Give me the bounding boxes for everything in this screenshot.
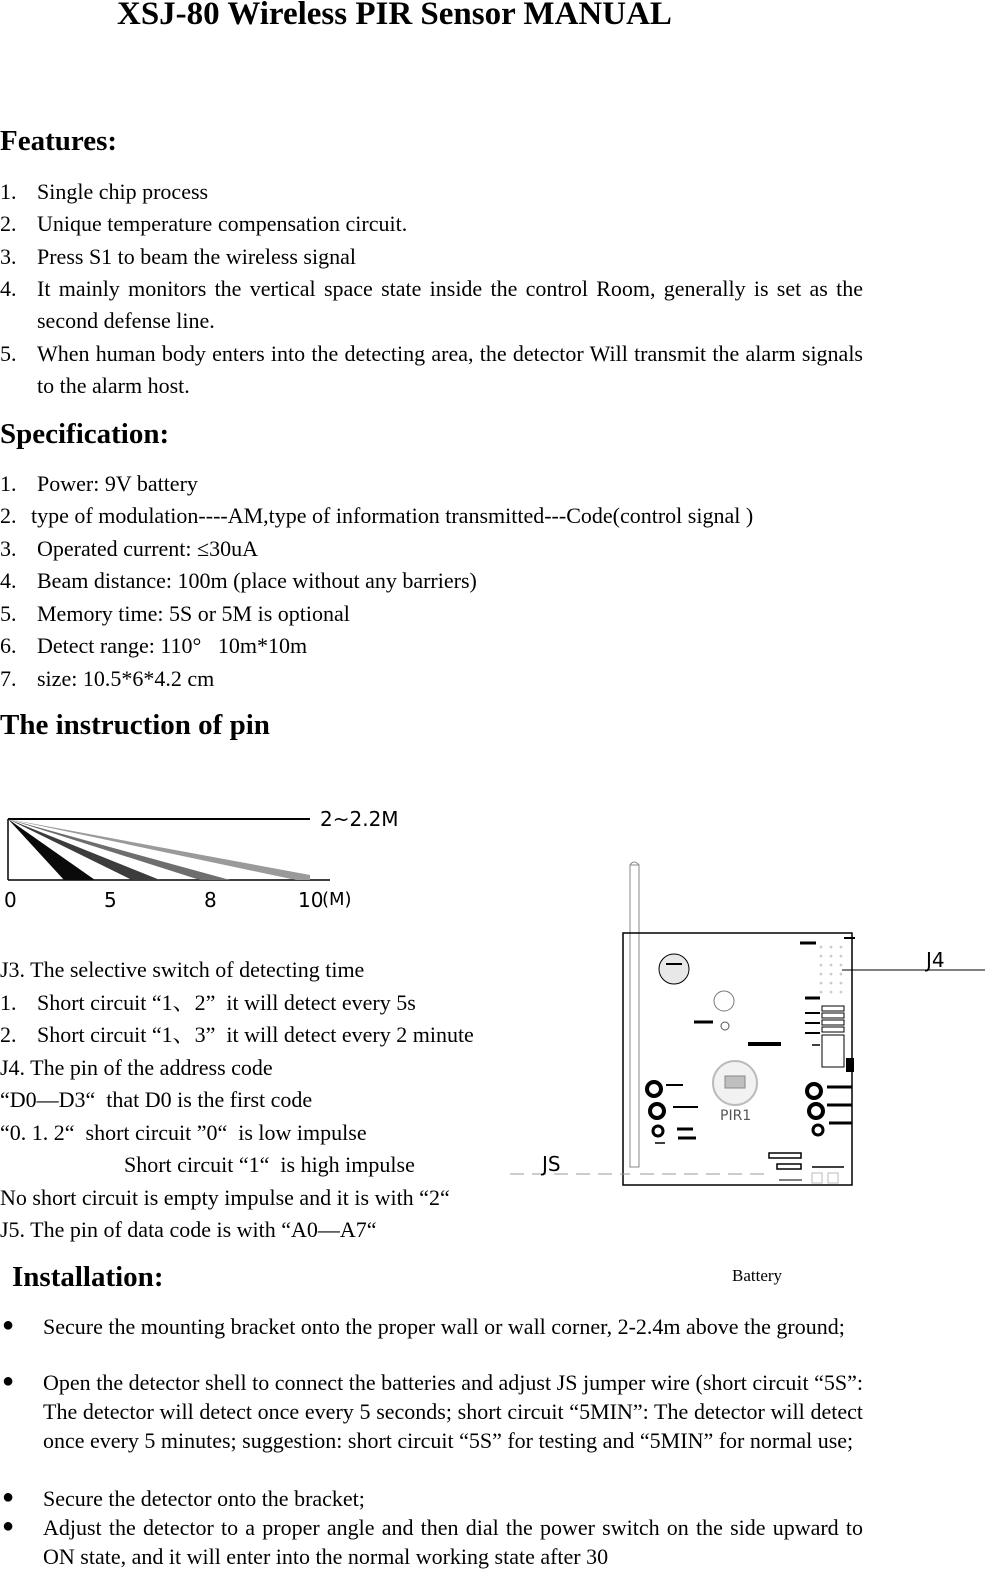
tick-label-8: 8 (204, 888, 217, 912)
bullet-icon: ● (2, 1486, 15, 1508)
j4-line-1: “D0—D3“ that D0 is the first code (0, 1087, 313, 1112)
bullet-icon: ● (2, 1515, 15, 1537)
tick-label-0: 0 (4, 888, 17, 912)
installation-step-4: Adjust the detector to a proper angle and then dial the power switch on the side upward to ON state, and it will enter into the normal working state after 30 (43, 1515, 863, 1569)
feature-item-5-number: 5. (0, 341, 17, 366)
j4-line-3: Short circuit “1“ is high impulse (124, 1152, 415, 1177)
board-outline (623, 933, 852, 1185)
spec-item-7: 7. size: 10.5*6*4.2 cm (0, 666, 215, 691)
installation-heading: Installation: (12, 1261, 164, 1293)
j3-item-1: 1. Short circuit “1、2” it will detect every 5s (0, 990, 416, 1015)
circuit-board-diagram (500, 855, 988, 1195)
spec-item-5: 5. Memory time: 5S or 5M is optional (0, 601, 350, 626)
installation-step-2: Open the detector shell to connect the batteries and adjust JS jumper wire (short circuit “5S”: The detector will detect once every 5 seconds; short circuit “5MIN”: The detector will detect once every 5 minutes; suggestion: short circuit “5S” for testing and “5MIN” for normal use; (43, 1370, 863, 1453)
battery-label: Battery (732, 1266, 783, 1285)
page-title: XSJ-80 Wireless PIR Sensor MANUAL (117, 0, 672, 32)
feature-item-3: 3. Press S1 to beam the wireless signal (0, 244, 356, 269)
bullet-icon: ● (2, 1370, 15, 1392)
detection-beam-4 (8, 819, 310, 880)
pin-instruction-heading: The instruction of pin (0, 709, 270, 741)
unit-label: (M) (322, 889, 352, 910)
feature-item-4-text: It mainly monitors the vertical space state inside the control Room, generally is set as the second defense line. (37, 276, 863, 333)
bullet-icon: ● (2, 1314, 15, 1336)
j4-line-2: “0. 1. 2“ short circuit ”0“ is low impulse (0, 1120, 367, 1145)
detection-beam-2 (8, 819, 160, 880)
j4-label: J4 (926, 948, 945, 972)
buzzer (659, 954, 689, 984)
pir-label: PIR1 (720, 1108, 752, 1124)
spec-item-4: 4. Beam distance: 100m (place without any barriers) (0, 568, 477, 593)
led (714, 991, 734, 1011)
feature-item-5-text: When human body enters into the detecting area, the detector Will transmit the alarm signals to the alarm host. (37, 341, 863, 398)
spec-item-2: 2. type of modulation----AM,type of information transmitted---Code(control signal ) (0, 503, 754, 528)
j3-title: J3. The selective switch of detecting time (0, 957, 365, 982)
installation-step-1: Secure the mounting bracket onto the proper wall or wall corner, 2-2.4m above the ground; (43, 1314, 845, 1339)
antenna (630, 865, 639, 1167)
feature-item-4-number: 4. (0, 276, 17, 301)
features-heading: Features: (0, 125, 118, 157)
specification-heading: Specification: (0, 418, 170, 450)
height-label: 2~2.2M (320, 807, 399, 831)
installation-step-3: Secure the detector onto the bracket; (43, 1486, 365, 1511)
js-label: JS (542, 1152, 561, 1176)
feature-item-1: 1. Single chip process (0, 179, 209, 204)
j4-title: J4. The pin of the address code (0, 1055, 273, 1080)
j5-line: J5. The pin of data code is with “A0—A7“ (0, 1217, 377, 1242)
spec-item-6: 6. Detect range: 110° 10m*10m (0, 633, 308, 658)
spec-item-3: 3. Operated current: ≤30uA (0, 536, 258, 561)
j4-line-4: No short circuit is empty impulse and it is with “2“ (0, 1185, 450, 1210)
detection-range-diagram (0, 795, 420, 920)
tick-label-10: 10 (298, 888, 324, 912)
feature-item-2: 2. Unique temperature compensation circuit. (0, 211, 408, 236)
tick-label-5: 5 (104, 888, 117, 912)
spec-item-1: 1. Power: 9V battery (0, 471, 198, 496)
j3-item-2: 2. Short circuit “1、3” it will detect every 2 minute (0, 1022, 474, 1047)
